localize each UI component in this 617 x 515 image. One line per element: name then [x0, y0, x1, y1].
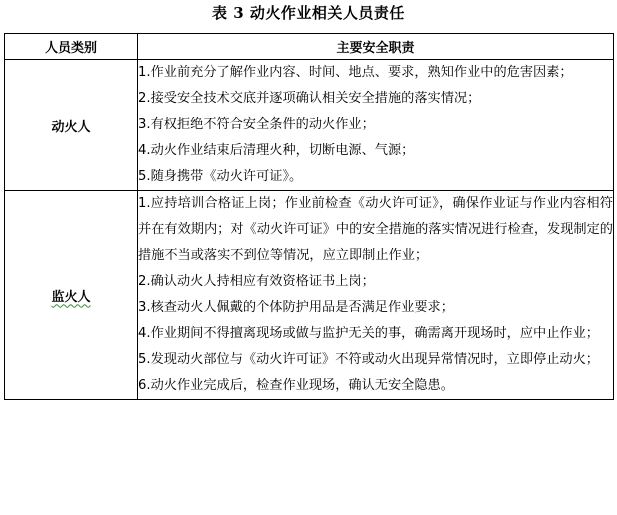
role-cell	[5, 60, 138, 191]
table-row	[5, 191, 614, 400]
duty-item: 6.动火作业完成后，检查作业现场，确认无安全隐患。	[138, 378, 454, 393]
duty-item: 5.发现动火部位与《动火许可证》不符或动火出现异常情况时，立即停止动火；	[138, 352, 599, 367]
role-label: 监火人	[51, 289, 91, 305]
duty-item: 2.接受安全技术交底并逐项确认相关安全措施的落实情况；	[138, 91, 481, 106]
responsibility-table	[4, 33, 614, 400]
duty-item: 3.核查动火人佩戴的个体防护用品是否满足作业要求；	[138, 300, 454, 315]
duty-item: 5.随身携带《动火许可证》。	[138, 169, 303, 184]
duty-item: 1.应持培训合格证上岗；作业前检查《动火许可证》，确保作业证与作业内容相符并在有效期内；对《动火许可证》中的安全措施的落实情况进行检查，发现制定的措施不当或落实不到位等情况，应立即制止作业；	[138, 196, 613, 263]
header-personnel-category: 人员类别	[5, 34, 138, 60]
duties-cell	[138, 60, 614, 191]
duty-item: 2.确认动火人持相应有效资格证书上岗；	[138, 274, 375, 289]
duty-item: 4.作业期间不得擅离现场或做与监护无关的事，确需离开现场时，应中止作业；	[138, 326, 599, 341]
duty-item: 1.作业前充分了解作业内容、时间、地点、要求，熟知作业中的危害因素；	[138, 65, 573, 80]
duty-item: 3.有权拒绝不符合安全条件的动火作业；	[138, 117, 375, 132]
table-caption: 表 3 动火作业相关人员责任	[212, 4, 405, 22]
table-row	[5, 60, 614, 191]
duty-item: 4.动火作业结束后清理火种，切断电源、气源；	[138, 143, 415, 158]
header-main-duties: 主要安全职责	[138, 34, 614, 60]
duties-cell	[138, 191, 614, 400]
role-cell	[5, 191, 138, 400]
role-label: 动火人	[51, 119, 91, 135]
table-header-row	[5, 34, 614, 60]
